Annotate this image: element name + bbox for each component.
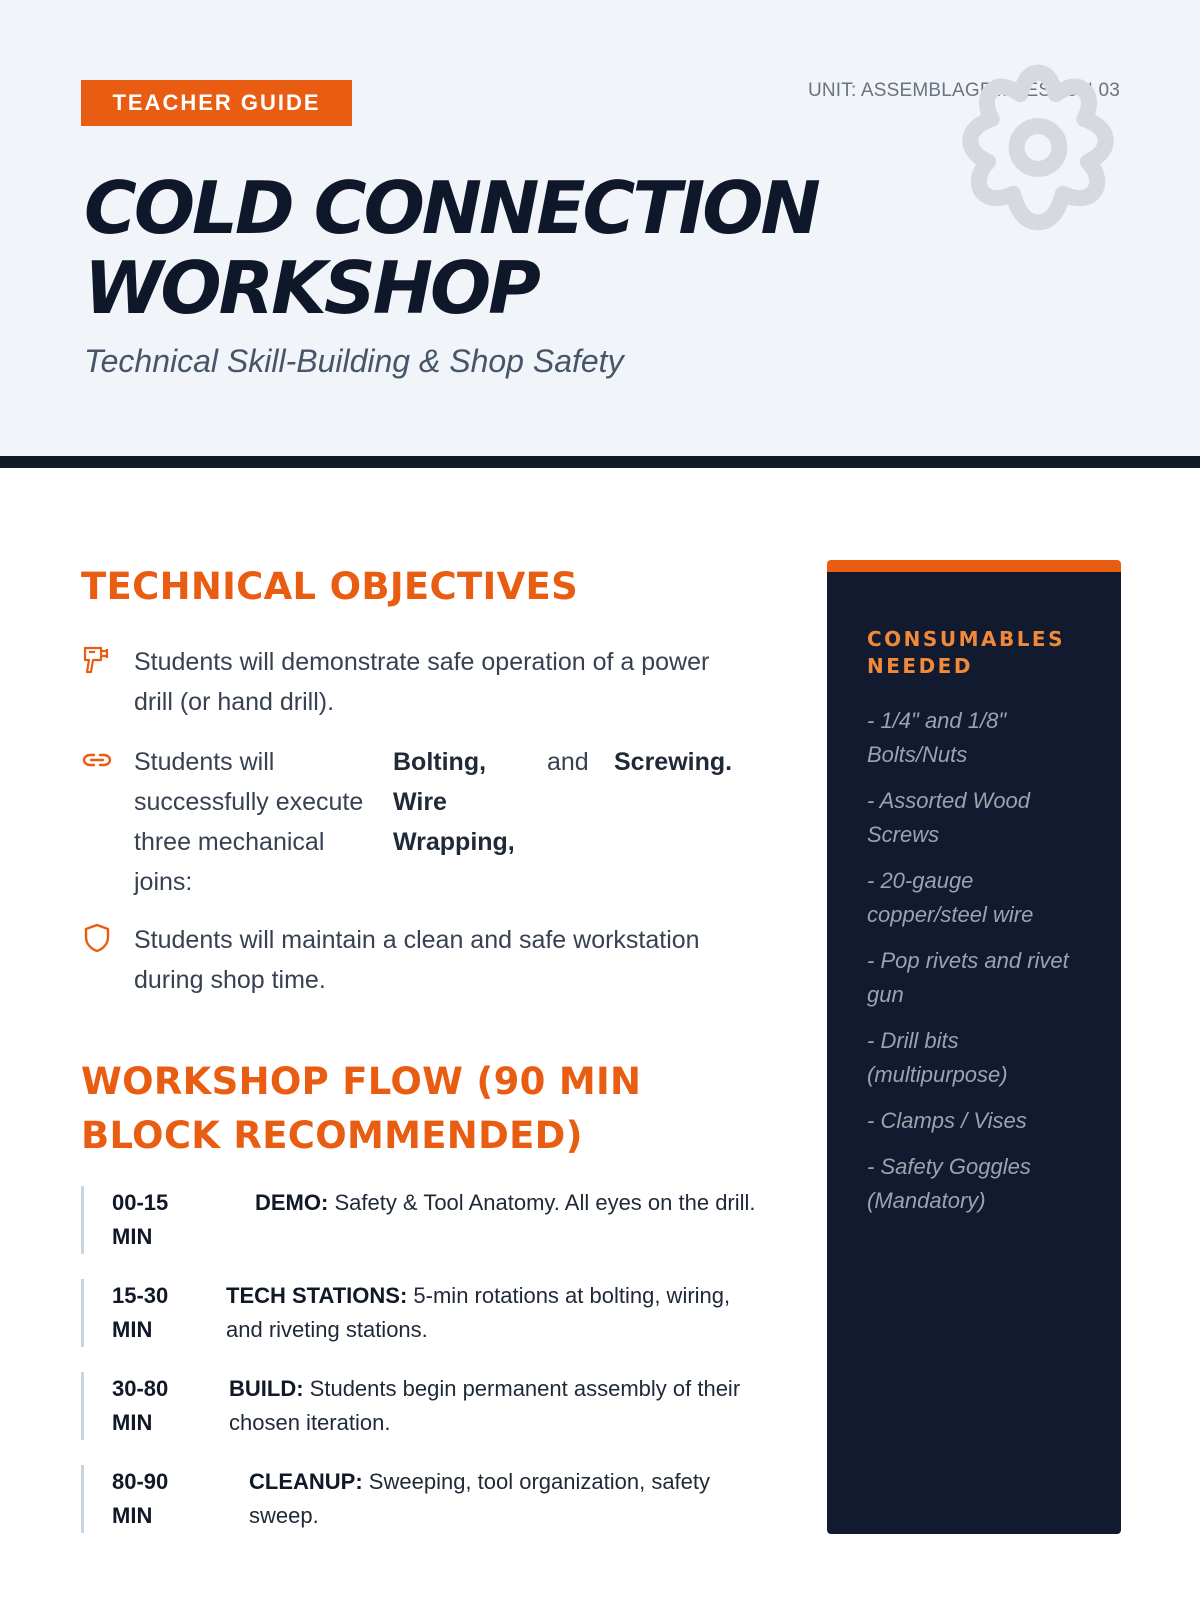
flow-step-label: BUILD: — [229, 1376, 304, 1401]
consumable-item: - Assorted Wood Screws — [867, 788, 1031, 847]
consumables-sidebar — [827, 560, 1121, 1534]
consumable-item: - Clamps / Vises — [867, 1108, 1027, 1133]
flow-step — [81, 1372, 754, 1440]
objective-text: Students will maintain a clean and safe workstation during shop time. — [134, 926, 700, 994]
flow-step — [81, 1465, 754, 1533]
flow-step-text: Safety & Tool Anatomy. All eyes on the drill. — [334, 1190, 756, 1215]
header-banner — [0, 0, 1200, 468]
flow-step-text: Students begin permanent assembly of their chosen iteration. — [229, 1376, 741, 1435]
flow-step — [81, 1186, 754, 1254]
consumable-item: - 1/4" and 1/8" Bolts/Nuts — [867, 708, 1007, 767]
flow-step-description — [229, 1372, 749, 1440]
flow-step-label: DEMO: — [255, 1190, 329, 1215]
objective-join-list: Bolting, Wire Wrapping, — [393, 748, 515, 856]
shield-icon — [81, 922, 113, 954]
gear-icon — [948, 62, 1128, 258]
consumables-heading: CONSUMABLES NEEDED — [867, 627, 1065, 678]
objective-conjunction: and — [547, 748, 589, 776]
flow-step — [81, 1279, 754, 1347]
flow-step-time: 80-90 MIN — [112, 1469, 169, 1528]
objective-join-last: Screwing. — [614, 748, 733, 776]
consumable-item: - 20-gauge copper/steel wire — [867, 868, 1034, 927]
page-title — [84, 168, 818, 328]
objective-lead-text: Students will successfully execute three mechanical joins: — [134, 748, 364, 896]
link-icon — [81, 744, 113, 776]
flow-step-label: CLEANUP: — [249, 1469, 363, 1494]
consumable-item: - Drill bits (multipurpose) — [867, 1028, 1008, 1087]
flow-step-description — [249, 1465, 719, 1533]
title-line-1: COLD CONNECTION — [84, 166, 818, 250]
objectives-heading: TECHNICAL OBJECTIVES — [81, 565, 579, 608]
flow-step-time: 00-15 MIN — [112, 1190, 169, 1249]
consumable-item: - Safety Goggles (Mandatory) — [867, 1154, 1031, 1213]
unit-lesson-label: UNIT: ASSEMBLAGE // LESSON 03 — [807, 80, 1120, 101]
workshop-flow-heading: WORKSHOP FLOW (90 MIN BLOCK RECOMMENDED) — [81, 1060, 642, 1157]
page-subtitle: Technical Skill-Building & Shop Safety — [84, 343, 624, 379]
drill-icon — [81, 644, 113, 676]
title-line-2: WORKSHOP — [84, 246, 538, 330]
objective-text: Students will demonstrate safe operation of a power drill (or hand drill). — [134, 648, 710, 716]
flow-step-text: 5-min rotations at bolting, wiring, and riveting stations. — [226, 1283, 731, 1342]
flow-step-label: TECH STATIONS: — [226, 1283, 408, 1308]
consumable-item: - Pop rivets and rivet gun — [867, 948, 1069, 1007]
flow-step-text: Sweeping, tool organization, safety sweep. — [249, 1469, 711, 1528]
flow-step-time: 15-30 MIN — [112, 1283, 169, 1342]
flow-step-description — [226, 1279, 746, 1347]
flow-step-description — [255, 1186, 775, 1220]
flow-step-time: 30-80 MIN — [112, 1376, 169, 1435]
teacher-guide-badge: TEACHER GUIDE — [81, 80, 352, 126]
